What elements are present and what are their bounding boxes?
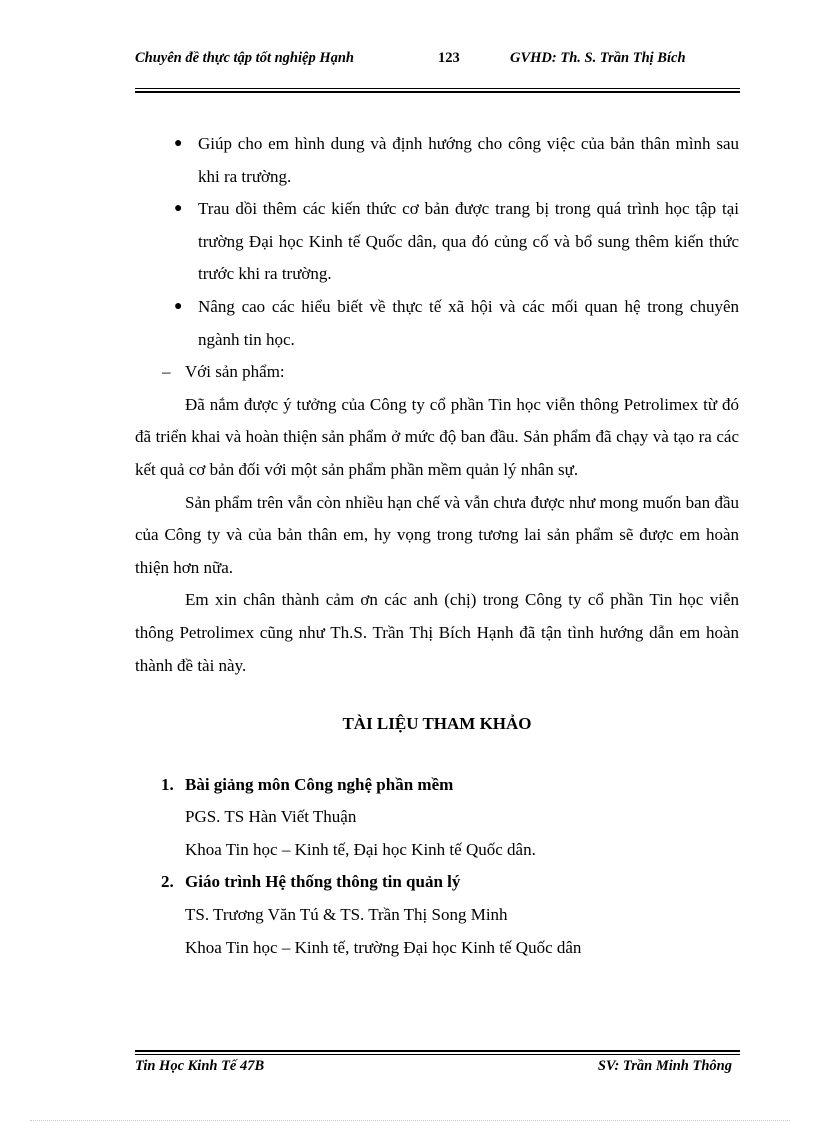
footer-divider-thin	[135, 1054, 740, 1055]
footer-divider-thick	[135, 1050, 740, 1052]
bullet-item	[135, 193, 739, 291]
dash-icon: –	[162, 362, 171, 382]
reference-author: TS. Trương Văn Tú & TS. Trần Thị Song Minh	[185, 905, 508, 925]
reference-number: 1.	[161, 774, 174, 794]
bullet-text: Trau dồi thêm các kiến thức cơ bản được trang bị trong quá trình học tập tại trường Đại học Kinh tế Quốc dân, qua đó củng cố và bổ sung thêm kiến thức trước khi ra trường.	[198, 199, 739, 284]
document-body	[135, 128, 739, 964]
reference-publisher: Khoa Tin học – Kinh tế, Đại học Kinh tế Quốc dân.	[185, 839, 536, 859]
reference-title: Giáo trình Hệ thống thông tin quản lý	[185, 872, 461, 892]
bullet-icon: ●	[174, 201, 183, 217]
footer-student: SV: Trần Minh Thông	[597, 1058, 732, 1074]
bullet-item	[135, 291, 739, 356]
reference-number: 2.	[161, 872, 174, 892]
header-title: Chuyên đề thực tập tốt nghiệp Hạnh	[135, 50, 354, 66]
dash-list-item	[135, 356, 739, 389]
page-number: 123	[438, 50, 460, 66]
paragraph: Đã nắm được ý tưởng của Công ty cổ phần Tin học viễn thông Petrolimex từ đó đã triển khai và hoàn thiện sản phẩm ở mức độ ban đầu. Sản phẩm đã chạy và tạo ra các kết quả cơ bản đối với một sản phẩm phần mềm quản lý nhân sự.	[135, 394, 739, 479]
paragraph: Em xin chân thành cảm ơn các anh (chị) trong Công ty cổ phần Tin học viễn thông Petrolimex cũng như Th.S. Trần Thị Bích Hạnh đã tận tình hướng dẫn em hoàn thành đề tài này.	[135, 590, 739, 675]
reference-title: Bài giảng môn Công nghệ phần mềm	[185, 774, 454, 794]
reference-publisher: Khoa Tin học – Kinh tế, trường Đại học Kinh tế Quốc dân	[185, 937, 582, 957]
paragraph: Sản phẩm trên vẫn còn nhiều hạn chế và vẫn chưa được như mong muốn ban đầu của Công ty và của bản thân em, hy vọng trong tương lai sản phẩm sẽ được em hoàn thiện hơn nữa.	[135, 492, 739, 577]
bullet-item	[135, 128, 739, 193]
footer-class: Tin Học Kinh Tế 47B	[135, 1058, 265, 1074]
bullet-text: Nâng cao các hiểu biết về thực tế xã hội và các mối quan hệ trong chuyên ngành tin học.	[198, 296, 739, 349]
header-divider-thick	[135, 91, 740, 93]
header-divider-thin	[135, 88, 740, 89]
references-heading: TÀI LIỆU THAM KHẢO	[342, 714, 532, 734]
reference-item	[135, 769, 739, 867]
page-edge-divider	[30, 1120, 790, 1121]
bullet-icon: ●	[174, 298, 183, 314]
header-supervisor: GVHD: Th. S. Trần Thị Bích	[510, 50, 686, 66]
dash-item-text: Với sản phẩm:	[185, 362, 285, 382]
reference-author: PGS. TS Hàn Viết Thuận	[185, 807, 357, 827]
bullet-icon: ●	[174, 136, 183, 151]
bullet-text: Giúp cho em hình dung và định hướng cho công việc của bản thân mình sau khi ra trường.	[198, 134, 739, 186]
reference-item	[135, 866, 739, 964]
